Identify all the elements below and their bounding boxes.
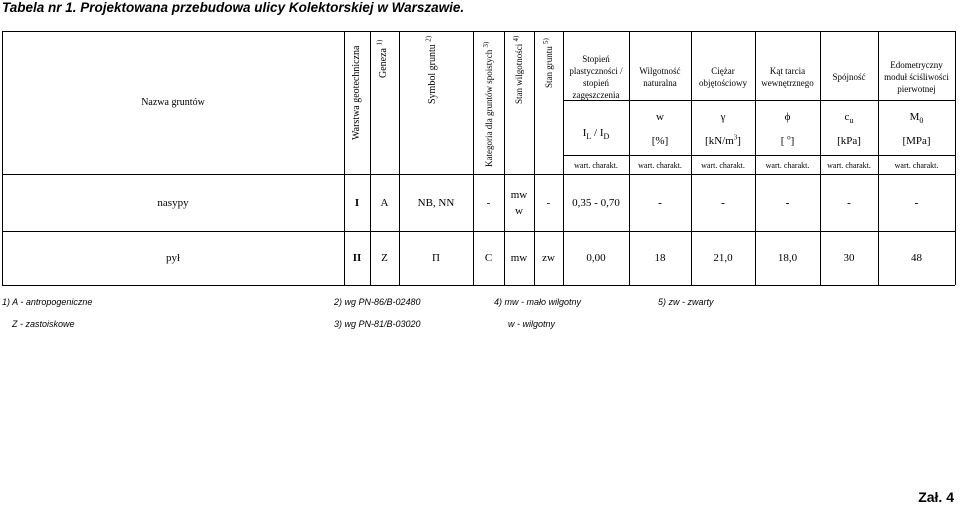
wart-charakt-wilgotnosc: wart. charakt.	[638, 161, 682, 170]
cell-wilgotnosci: mw	[510, 252, 528, 264]
header-ciezar-unit: $[kN/m^3]$	[705, 133, 741, 147]
header-spojnosc-symbol: $c_u$	[844, 111, 854, 126]
cell-nazwa: nasypy	[157, 197, 189, 209]
wart-charakt-spojnosc: wart. charakt.	[827, 161, 871, 170]
header-geneza: Geneza $^{1)}$	[375, 39, 389, 78]
cell-m0: -	[914, 197, 919, 209]
cell-m0: 48	[911, 252, 922, 264]
header-wilgotnosc-unit: [%]	[651, 135, 669, 147]
header-kat-symbol: ϕ	[784, 111, 791, 123]
cell-kategoria: C	[484, 252, 493, 264]
cell-stopien: 0,00	[586, 252, 606, 264]
cell-cu: -	[847, 197, 851, 209]
header-wilgotnosc-symbol: w	[656, 111, 664, 123]
cell-phi: 18,0	[777, 252, 798, 264]
footnote-geneza-z: Z - zastoiskowe	[12, 319, 75, 329]
header-wilgotnosc: Wilgotność naturalna	[639, 66, 681, 88]
header-stan: Stan gruntu $^{5)}$	[542, 38, 554, 88]
wart-charakt-kat: wart. charakt.	[765, 161, 810, 170]
cell-gamma: 21,0	[713, 252, 733, 264]
footnote-wilgotnosc-w: w - wilgotny	[508, 319, 556, 329]
header-ciezar-symbol: γ	[720, 111, 726, 123]
cell-geneza: Z	[381, 252, 388, 264]
cell-nazwa: pył	[165, 252, 181, 264]
cell-warstwa: I	[354, 197, 360, 209]
cell-stan: zw	[542, 252, 555, 264]
header-edometryczny: Edometryczny moduł ściśliwości pierwotnej	[884, 60, 949, 94]
header-stopien-symbol: $I_L / I_D$	[582, 127, 610, 142]
cell-symbol: Π	[432, 252, 440, 264]
footnote-stan: 5) zw - zwarty	[658, 297, 714, 307]
cell-kategoria: -	[486, 197, 491, 209]
cell-geneza: A	[380, 197, 389, 209]
wart-charakt-edo: wart. charakt.	[894, 161, 939, 170]
header-warstwa: Warstwa geotechniczna	[351, 45, 362, 140]
cell-w: 18	[654, 252, 666, 264]
header-edo-symbol: $M_0$	[909, 111, 924, 126]
footnote-kategoria: 3) wg PN-81/B-03020	[334, 319, 421, 329]
footnote-geneza-a: 1) A - antropogeniczne	[2, 297, 93, 307]
header-wilgotnosci: Stan wilgotności $^{4)}$	[512, 35, 524, 104]
header-spojnosc: Spójność	[832, 72, 866, 82]
header-symbol: Symbol gruntu $^{2)}$	[424, 35, 438, 104]
wart-charakt-stopien: wart. charakt.	[574, 161, 618, 170]
cell-wilgotnosci: mw w	[510, 189, 528, 217]
header-spojnosc-unit: [kPa]	[837, 135, 861, 147]
cell-gamma: -	[721, 197, 725, 209]
cell-symbol: NB, NN	[417, 197, 455, 209]
header-ciezar: Ciężar objętościowy	[699, 66, 747, 88]
cell-cu: 30	[843, 252, 855, 264]
cell-stan: -	[546, 197, 551, 209]
header-kategoria: Kategoria dla gruntów spoistych $^{3)}$	[482, 41, 494, 167]
attachment-label: Zał. 4	[918, 489, 954, 505]
header-edo-unit: [MPa]	[902, 135, 931, 147]
cell-w: -	[658, 197, 662, 209]
cell-stopien: 0,35 - 0,70	[572, 197, 620, 209]
header-nazwa: Nazwa gruntów	[141, 97, 205, 108]
page-title: Tabela nr 1. Projektowana przebudowa ulicy Kolektorskiej w Warszawie.	[2, 0, 465, 15]
header-stopien: Stopień plastyczności / stopień zagęszczenia	[569, 54, 623, 100]
footnote-symbol: 2) wg PN-86/B-02480	[334, 297, 421, 307]
header-kat-unit: [ $^o$]	[780, 133, 795, 147]
cell-phi: -	[785, 197, 790, 209]
header-kat-tarcia: Kąt tarcia wewnętrznego	[761, 66, 814, 88]
wart-charakt-ciezar: wart. charakt.	[701, 161, 745, 170]
cell-warstwa: II	[352, 252, 362, 264]
footnote-wilgotnosc-mw: 4) mw - mało wilgotny	[494, 297, 582, 307]
